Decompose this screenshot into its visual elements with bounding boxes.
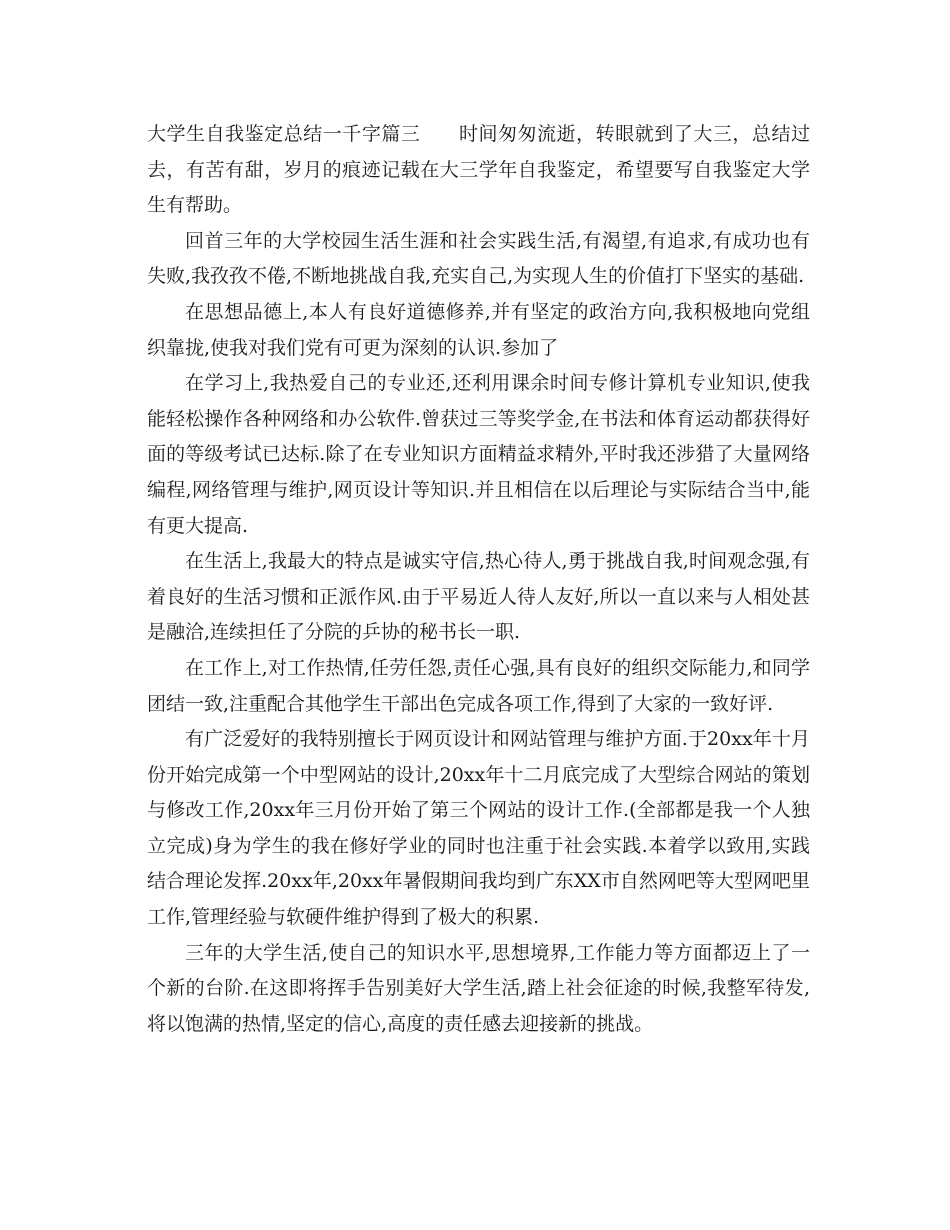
paragraph-life: 在生活上,我最大的特点是诚实守信,热心待人,勇于挑战自我,时间观念强,有着良好的生活习惯和正派作风.由于平易近人待人友好,所以一直以来与人相处甚是融洽,连续担任了分院的乒协的秘书长一职.: [147, 550, 810, 644]
paragraph-conclusion: 三年的大学生活,使自己的知识水平,思想境界,工作能力等方面都迈上了一个新的台阶.在这即将挥手告别美好大学生活,踏上社会征途的时候,我整军待发,将以饱满的热情,坚定的信心,高度的责任感去迎接新的挑战。: [147, 941, 810, 1035]
intro-text: 时间匆匆流逝，转眼就到了大三，总结过去，有苦有甜，岁月的痕迹记载在大三学年自我鉴定，希望要写自我鉴定大学生有帮助。: [147, 123, 810, 217]
intro-paragraph: [147, 117, 810, 224]
document-title: 大学生自我鉴定总结一千字篇三: [147, 123, 421, 145]
paragraph-ideology: 在思想品德上,本人有良好道德修养,并有坚定的政治方向,我积极地向党组织靠拢,使我对我们党有可更为深刻的认识.参加了: [147, 300, 810, 359]
paragraph-work: 在工作上,对工作热情,任劳任怨,责任心强,具有良好的组织交际能力,和同学团结一致,注重配合其他学生干部出色完成各项工作,得到了大家的一致好评.: [147, 656, 810, 715]
paragraph-hobbies: 有广泛爱好的我特别擅长于网页设计和网站管理与维护方面.于20xx年十月份开始完成第一个中型网站的设计,20xx年十二月底完成了大型综合网站的策划与修改工作,20xx年三月份开始了第三个网站的设计工作.(全部都是我一个人独立完成)身为学生的我在修好学业的同时也注重于社会实践.本着学以致用,实践结合理论发挥.20xx年,20xx年暑假期间我均到广东XX市自然网吧等大型网吧里工作,管理经验与软硬件维护得到了极大的积累.: [147, 728, 810, 929]
paragraph-review: 回首三年的大学校园生活生涯和社会实践生活,有渴望,有追求,有成功也有失败,我孜孜不倦,不断地挑战自我,充实自己,为实现人生的价值打下坚实的基础.: [147, 229, 810, 288]
paragraph-study: 在学习上,我热爱自己的专业还,还利用课余时间专修计算机专业知识,使我能轻松操作各种网络和办公软件.曾获过三等奖学金,在书法和体育运动都获得好面的等级考试已达标.除了在专业知识方面精益求精外,平时我还涉猎了大量网络编程,网络管理与维护,网页设计等知识.并且相信在以后理论与实际结合当中,能有更大提高.: [147, 372, 810, 537]
